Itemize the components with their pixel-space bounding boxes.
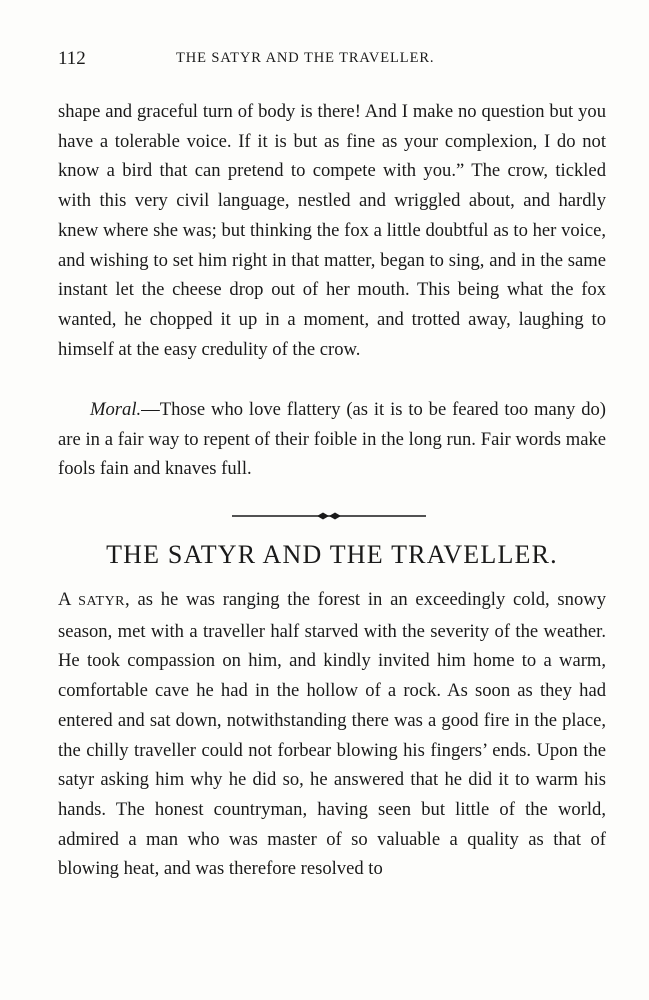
- moral-text-line: [58, 395, 606, 484]
- moral-text: —Those who love flattery (as it is to be feared too many do) are in a fair way to repent of their foible in the long run. Fair words make fools fain and knaves full.: [58, 399, 606, 480]
- page-number: 112: [58, 48, 86, 69]
- story-lead-word: SATYR: [78, 594, 126, 609]
- story-text: , as he was ranging the forest in an exceedingly cold, snowy season, met with a traveller half starved with the severity of the weather. He took compassion on him, and kindly invited him home to a warm, comfortable cave he had in the hollow of a rock. As soon as they had entered and sat down, notwithstanding there was a good fire in the place, the chilly traveller could not forbear blowing his fingers’ ends. Upon the satyr asking him why he did so, he answered that he did it to warm his hands. The honest countryman, having seen but little of the world, admired a man who was master of so valuable a quality as that of blowing heat, and was therefore resolved to: [58, 589, 606, 880]
- section-divider-ornament: [232, 509, 426, 523]
- story-lead-article: A: [58, 589, 79, 610]
- continuation-paragraph: [58, 97, 606, 364]
- section-title: THE SATYR AND THE TRAVELLER.: [106, 540, 558, 569]
- story-paragraph: [58, 585, 606, 884]
- moral-paragraph: [58, 395, 606, 484]
- story-text-line: [58, 585, 606, 884]
- running-head: [58, 48, 600, 74]
- running-title: THE SATYR AND THE TRAVELLER.: [176, 50, 435, 66]
- continuation-text: shape and graceful turn of body is there! And I make no question but you have a tolerable voice. If it is but as fine as your complexion, I do not know a bird that can pretend to compete with you.” The crow, tickled with this very civil language, nestled and wriggled about, and hardly knew where she was; but thinking the fox a little doubtful as to her voice, and wishing to set him right in that matter, began to sing, and in the same instant let the cheese drop out of her mouth. This being what the fox wanted, he chopped it up in a moment, and trotted away, laughing to himself at the easy credulity of the crow.: [58, 101, 606, 360]
- moral-label: Moral.: [90, 399, 142, 420]
